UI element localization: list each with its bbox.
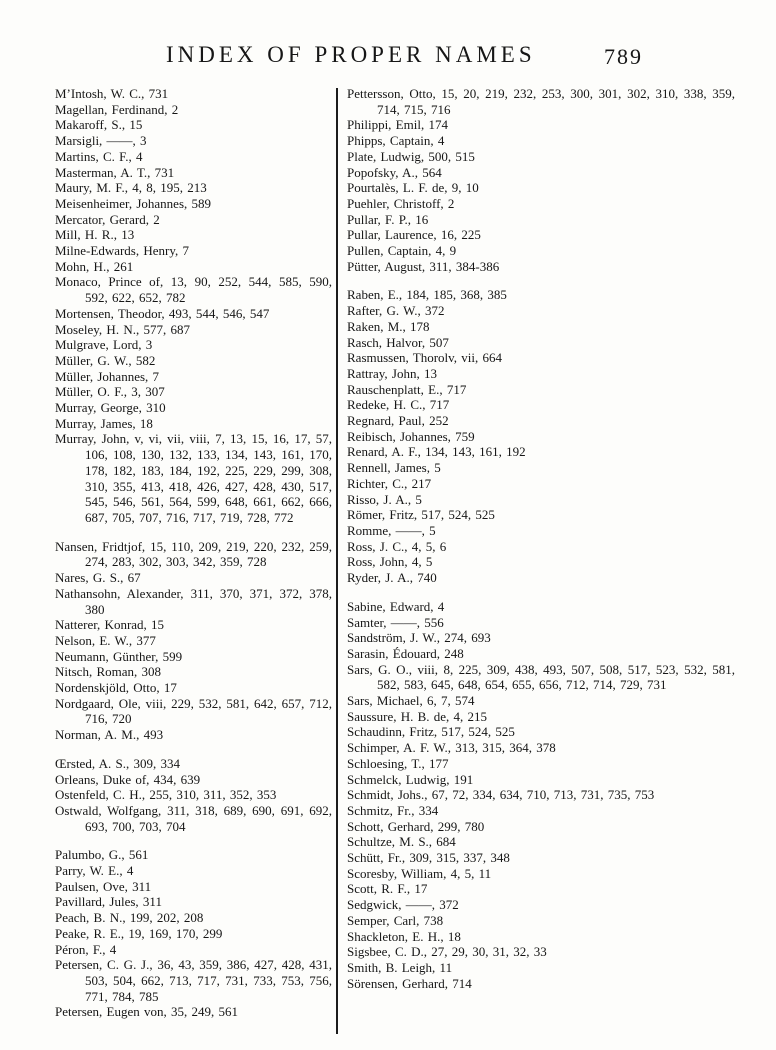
index-column-right xyxy=(347,86,735,991)
index-entry: Pullar, Laurence, 16, 225 xyxy=(347,227,481,243)
index-entry: Redeke, H. C., 717 xyxy=(347,397,450,413)
index-entry: Popofsky, A., 564 xyxy=(347,164,442,180)
index-entry: Shackleton, E. H., 18 xyxy=(347,928,461,944)
index-entry: Raben, E., 184, 185, 368, 385 xyxy=(347,287,507,303)
index-entry: Sabine, Edward, 4 xyxy=(347,598,445,614)
index-entry: Schütt, Fr., 309, 315, 337, 348 xyxy=(347,850,510,866)
index-entry: Semper, Carl, 738 xyxy=(347,912,444,928)
index-entry: Nitsch, Roman, 308 xyxy=(55,664,161,680)
index-entry: Ostenfeld, C. H., 255, 310, 311, 352, 353 xyxy=(55,787,277,803)
index-entry: Rennell, James, 5 xyxy=(347,460,441,476)
entry-group xyxy=(347,287,735,585)
index-entry: Mill, H. R., 13 xyxy=(55,227,135,243)
column-divider-rule xyxy=(336,88,338,1034)
index-entry: Neumann, Günther, 599 xyxy=(55,648,183,664)
index-entry: Pütter, August, 311, 384-386 xyxy=(347,258,500,274)
index-entry: Murray, John, v, vi, vii, viii, 7, 13, 15, 16, 17, 57, 106, 108, 130, 132, 133, 134, 143, 161, 170, 178, 182, 183, 184, 192, 225, 229, 299, 308, 310, 355, 413, 418, 426, 427, 428, 430, 517, 545, 546, 561, 564, 599, 648, 661, 662, 666, 687, 705, 707, 716, 717, 719, 728, 772 xyxy=(55,431,332,525)
index-entry: Pullen, Captain, 4, 9 xyxy=(347,243,457,259)
index-entry: Mercator, Gerard, 2 xyxy=(55,211,160,227)
index-entry: Risso, J. A., 5 xyxy=(347,491,422,507)
index-entry: Römer, Fritz, 517, 524, 525 xyxy=(347,507,495,523)
index-entry: Richter, C., 217 xyxy=(347,475,432,491)
index-entry: Mortensen, Theodor, 493, 544, 546, 547 xyxy=(55,305,270,321)
index-entry: Sarasin, Édouard, 248 xyxy=(347,645,464,661)
index-entry: Puehler, Christoff, 2 xyxy=(347,195,455,211)
index-entry: Reibisch, Johannes, 759 xyxy=(347,428,475,444)
index-entry: Ross, John, 4, 5 xyxy=(347,554,433,570)
index-entry: Maury, M. F., 4, 8, 195, 213 xyxy=(55,180,207,196)
index-entry: Nelson, E. W., 377 xyxy=(55,632,156,648)
index-entry: Schaudinn, Fritz, 517, 524, 525 xyxy=(347,724,515,740)
index-entry: Saussure, H. B. de, 4, 215 xyxy=(347,708,488,724)
index-entry: Regnard, Paul, 252 xyxy=(347,413,449,429)
index-entry: Peach, B. N., 199, 202, 208 xyxy=(55,910,204,926)
index-entry: Péron, F., 4 xyxy=(55,941,117,957)
entry-group xyxy=(347,86,735,274)
index-entry: Ross, J. C., 4, 5, 6 xyxy=(347,538,447,554)
index-entry: Monaco, Prince of, 13, 90, 252, 544, 585, 590, 592, 622, 652, 782 xyxy=(55,274,332,306)
index-column-left xyxy=(55,86,332,1020)
index-entry: Peake, R. E., 19, 169, 170, 299 xyxy=(55,925,223,941)
index-entry: Pettersson, Otto, 15, 20, 219, 232, 253, 300, 301, 302, 310, 338, 359, 714, 715, 716 xyxy=(347,86,735,117)
index-entry: Rauschenplatt, E., 717 xyxy=(347,381,467,397)
entry-group xyxy=(55,539,332,743)
index-entry: Schultze, M. S., 684 xyxy=(347,834,456,850)
index-entry: Romme, ——, 5 xyxy=(347,522,436,538)
index-entry: Natterer, Konrad, 15 xyxy=(55,617,165,633)
index-entry: Schott, Gerhard, 299, 780 xyxy=(347,818,485,834)
index-entry: Magellan, Ferdinand, 2 xyxy=(55,101,179,117)
index-entry: Rattray, John, 13 xyxy=(347,365,437,381)
index-entry: Nansen, Fridtjof, 15, 110, 209, 219, 220, 232, 259, 274, 283, 302, 303, 342, 359, 728 xyxy=(55,538,332,570)
index-entry: Schmidt, Johs., 67, 72, 334, 634, 710, 713, 731, 735, 753 xyxy=(347,787,655,803)
index-entry: Ryder, J. A., 740 xyxy=(347,570,437,586)
index-entry: Scoresby, William, 4, 5, 11 xyxy=(347,865,492,881)
index-entry: Petersen, C. G. J., 36, 43, 359, 386, 427, 428, 431, 503, 504, 662, 713, 717, 731, 733, 753, 756, 771, 784, 785 xyxy=(55,957,332,1004)
index-entry: Parry, W. E., 4 xyxy=(55,863,134,879)
index-entry: Rasch, Halvor, 507 xyxy=(347,334,449,350)
page-number: 789 xyxy=(604,44,643,69)
index-entry: Sigsbee, C. D., 27, 29, 30, 31, 32, 33 xyxy=(347,944,547,960)
index-entry: Marsigli, ——, 3 xyxy=(55,133,147,149)
index-entry: Pourtalès, L. F. de, 9, 10 xyxy=(347,180,479,196)
index-entry: Renard, A. F., 134, 143, 161, 192 xyxy=(347,444,526,460)
entry-group xyxy=(55,86,332,526)
index-entry: Norman, A. M., 493 xyxy=(55,727,164,743)
index-entry: Milne-Edwards, Henry, 7 xyxy=(55,243,190,259)
index-entry: Scott, R. F., 17 xyxy=(347,881,428,897)
entry-group xyxy=(55,756,332,835)
index-entry: Smith, B. Leigh, 11 xyxy=(347,959,453,975)
index-entry: Ostwald, Wolfgang, 311, 318, 689, 690, 691, 692, 693, 700, 703, 704 xyxy=(55,802,332,834)
index-entry: Schimper, A. F. W., 313, 315, 364, 378 xyxy=(347,740,556,756)
index-entry: Masterman, A. T., 731 xyxy=(55,164,175,180)
index-entry: Orleans, Duke of, 434, 639 xyxy=(55,771,201,787)
index-entry: Pullar, F. P., 16 xyxy=(347,211,429,227)
index-entry: Mulgrave, Lord, 3 xyxy=(55,337,153,353)
index-entry: Raken, M., 178 xyxy=(347,318,430,334)
index-entry: Murray, George, 310 xyxy=(55,400,166,416)
index-entry: Schmelck, Ludwig, 191 xyxy=(347,771,474,787)
index-entry: Nordgaard, Ole, viii, 229, 532, 581, 642, 657, 712, 716, 720 xyxy=(55,695,332,727)
index-entry: Nares, G. S., 67 xyxy=(55,570,141,586)
index-entry: Müller, G. W., 582 xyxy=(55,352,156,368)
index-entry: Rasmussen, Thorolv, vii, 664 xyxy=(347,350,503,366)
index-entry: Meisenheimer, Johannes, 589 xyxy=(55,195,212,211)
index-entry: Müller, Johannes, 7 xyxy=(55,368,160,384)
index-entry: Schmitz, Fr., 334 xyxy=(347,802,439,818)
index-entry: Schloesing, T., 177 xyxy=(347,755,449,771)
index-entry: Müller, O. F., 3, 307 xyxy=(55,384,165,400)
index-entry: Makaroff, S., 15 xyxy=(55,117,143,133)
index-entry: Sars, Michael, 6, 7, 574 xyxy=(347,693,475,709)
index-entry: Martins, C. F., 4 xyxy=(55,148,143,164)
index-entry: Nordenskjöld, Otto, 17 xyxy=(55,680,177,696)
index-entry: Sörensen, Gerhard, 714 xyxy=(347,975,472,991)
index-entry: Nathansohn, Alexander, 311, 370, 371, 372, 378, 380 xyxy=(55,585,332,617)
index-entry: Mohn, H., 261 xyxy=(55,258,134,274)
index-entry: Rafter, G. W., 372 xyxy=(347,303,445,319)
index-entry: Sedgwick, ——, 372 xyxy=(347,897,459,913)
entry-group xyxy=(347,599,735,992)
index-entry: M’Intosh, W. C., 731 xyxy=(55,86,169,101)
index-entry: Moseley, H. N., 577, 687 xyxy=(55,321,190,337)
index-entry: Philippi, Emil, 174 xyxy=(347,117,448,133)
index-entry: Sars, G. O., viii, 8, 225, 309, 438, 493, 507, 508, 517, 523, 532, 581, 582, 583, 645, 648, 654, 655, 656, 712, 714, 729, 731 xyxy=(347,661,735,693)
index-entry: Petersen, Eugen von, 35, 249, 561 xyxy=(55,1004,239,1020)
index-entry: Sandström, J. W., 274, 693 xyxy=(347,630,491,646)
page-title: INDEX OF PROPER NAMES xyxy=(166,42,536,67)
entry-group xyxy=(55,847,332,1020)
index-entry: Samter, ——, 556 xyxy=(347,614,444,630)
index-entry: Phipps, Captain, 4 xyxy=(347,133,445,149)
index-entry: Œrsted, A. S., 309, 334 xyxy=(55,755,180,771)
index-entry: Pavillard, Jules, 311 xyxy=(55,894,162,910)
index-entry: Palumbo, G., 561 xyxy=(55,847,149,863)
index-entry: Plate, Ludwig, 500, 515 xyxy=(347,148,475,164)
index-entry: Murray, James, 18 xyxy=(55,415,153,431)
index-entry: Paulsen, Ove, 311 xyxy=(55,878,152,894)
